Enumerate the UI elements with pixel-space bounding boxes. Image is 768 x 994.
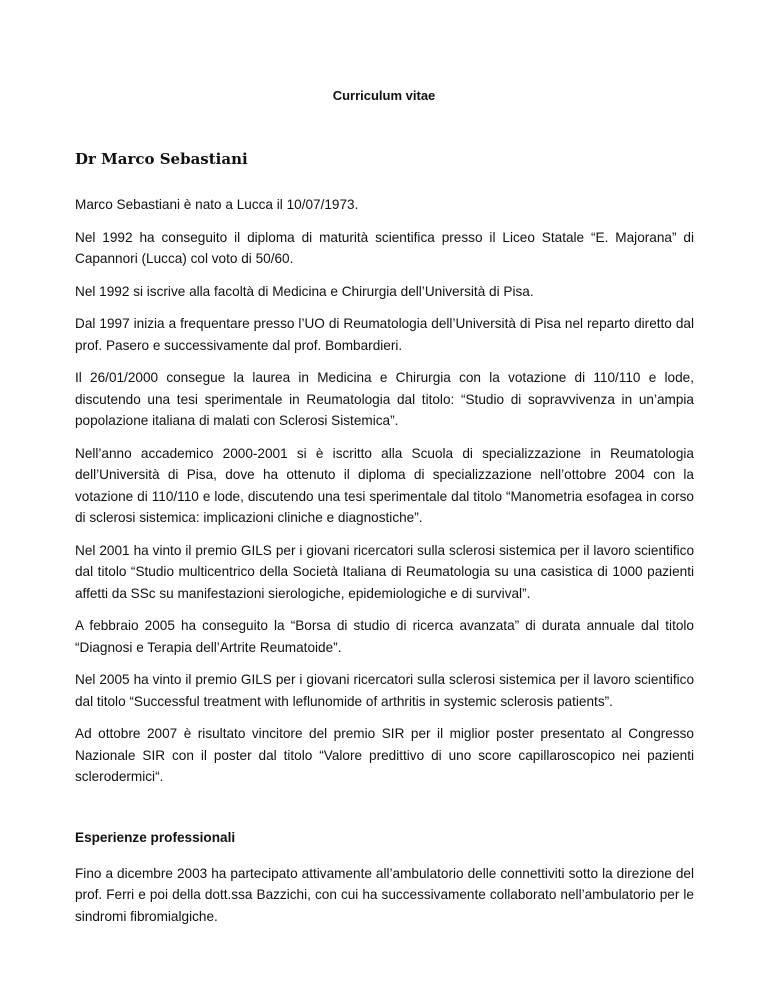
document-body — [75, 194, 694, 938]
section-heading-professional-experience: Esperienze professionali — [75, 829, 236, 845]
bio-paragraph: Dal 1997 inizia a frequentare presso l’UO di Reumatologia dell’Università di Pisa nel reparto diretto dal prof. Pasero e successivamente dal prof. Bombardieri. — [75, 316, 694, 353]
document-title: Curriculum vitae — [332, 88, 436, 103]
bio-paragraph: Nel 2001 ha vinto il premio GILS per i giovani ricercatori sulla sclerosi sistemica per il lavoro scientifico dal titolo “Studio multicentrico della Società Italiana di Reumatologia su una casistica di 1000 pazienti affetti da SSc su manifestazioni sierologiche, epidemiologiche e di survival”. — [75, 542, 694, 601]
bio-paragraph: Nell’anno accademico 2000-2001 si è iscritto alla Scuola di specializzazione in Reumatologia dell’Università di Pisa, dove ha ottenuto il diploma di specializzazione nell’ottobre 2004 con la votazione di 110/110 e lode, discutendo una tesi sperimentale dal titolo “Manometria esofagea in corso di sclerosi sistemica: implicazioni cliniche e diagnostiche”. — [75, 445, 694, 525]
bio-paragraph: Ad ottobre 2007 è risultato vincitore del premio SIR per il miglior poster presentato al Congresso Nazionale SIR con il poster dal titolo “Valore predittivo di uno score capillaroscopico nei pazienti sclerodermici“. — [75, 726, 694, 784]
bio-paragraph: A febbraio 2005 ha conseguito la “Borsa di studio di ricerca avanzata” di durata annuale dal titolo “Diagnosi e Terapia dell’Artrite Reumatoide”. — [75, 618, 694, 655]
experience-paragraph: Fino a dicembre 2003 ha partecipato attivamente all’ambulatorio delle connettiviti sotto la direzione del prof. Ferri e poi della dott.ssa Bazzichi, con cui ha successivamente collaborato nell’ambulatorio per le sindromi fibromialgiche. — [75, 865, 694, 924]
person-name-heading: Dr Marco Sebastiani — [75, 150, 248, 168]
bio-paragraph: Nel 1992 si iscrive alla facoltà di Medicina e Chirurgia dell’Università di Pisa. — [75, 283, 534, 299]
bio-paragraph: Marco Sebastiani è nato a Lucca il 10/07/1973. — [75, 197, 359, 212]
bio-paragraph: Nel 1992 ha conseguito il diploma di maturità scientifica presso il Liceo Statale “E. Majorana” di Capannori (Lucca) col voto di 50/60. — [75, 229, 694, 266]
bio-paragraph: Nel 2005 ha vinto il premio GILS per i giovani ricercatori sulla sclerosi sistemica per il lavoro scientifico dal titolo “Successful treatment with leflunomide of arthritis in systemic sclerosis patients”. — [75, 672, 694, 709]
bio-paragraph: Il 26/01/2000 consegue la laurea in Medicina e Chirurgia con la votazione di 110/110 e lode, discutendo una tesi sperimentale in Reumatologia dal titolo: “Studio di sopravvivenza in un’ampia popolazione italiana di malati con Sclerosi Sistemica”. — [75, 370, 694, 428]
